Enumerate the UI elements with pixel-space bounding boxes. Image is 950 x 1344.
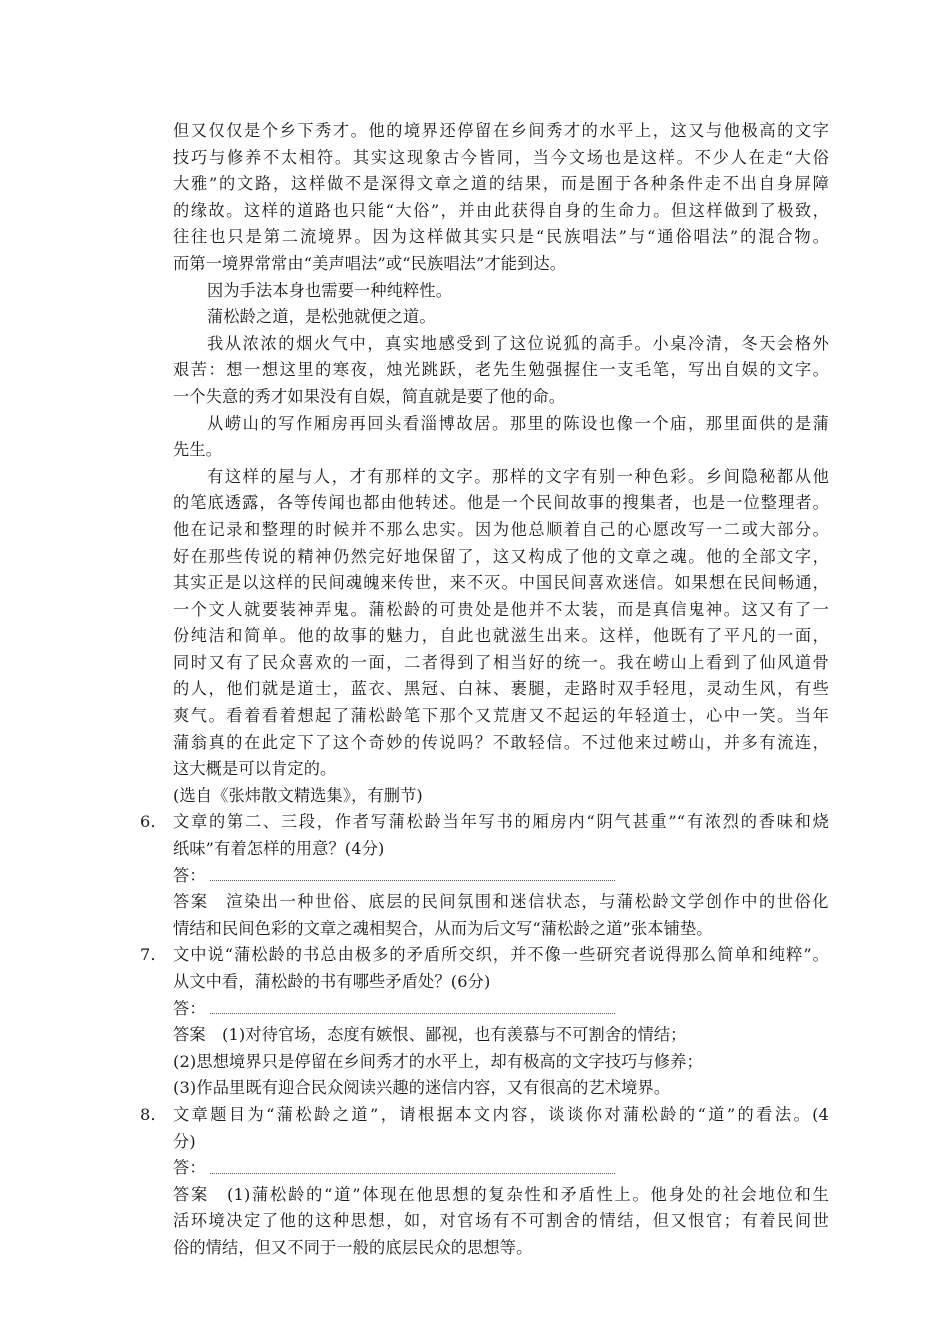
answer-blank-line[interactable] xyxy=(210,1172,615,1174)
text-line: 技巧与修养不太相符。其实这现象古今皆同，当今文场也是这样。不少人在走“大俗 xyxy=(173,147,829,167)
question-text-line: 纸味”有着怎样的用意？(4分) xyxy=(173,839,385,859)
question-text-line: 文章题目为“蒲松龄之道”，请根据本文内容，谈谈你对蒲松龄的“道”的看法。(4 xyxy=(173,1104,829,1124)
text-line: 有这样的屋与人，才有那样的文字。那样的文字有别一种色彩。乡间隐秘都从他 xyxy=(207,466,829,486)
question-7 xyxy=(140,942,829,1102)
answer-blank-line[interactable] xyxy=(210,1012,615,1014)
answer-text-line: 答案 (1)对待官场，态度有嫉恨、鄙视，也有羡慕与不可割舍的情结； xyxy=(173,1025,687,1045)
question-number: 7． xyxy=(140,945,167,965)
text-line: 份纯洁和简单。他的故事的魅力，自此也就滋生出来。这样，他既有了平凡的一面， xyxy=(173,626,829,646)
passage-paragraph-4 xyxy=(173,331,829,411)
passage-paragraph-5 xyxy=(173,411,829,464)
text-line: 而第一境界常常由“美声唱法”或“民族唱法”才能到达。 xyxy=(173,253,567,273)
question-text-line: 文中说“蒲松龄的书总由极多的矛盾所交织，并不像一些研究者说得那么简单和纯粹”。 xyxy=(173,945,829,965)
text-line: 的人，他们就是道士，蓝衣、黑冠、白袜、裹腿，走路时双手轻甩，灵动生风，有些 xyxy=(173,679,829,699)
document-page xyxy=(140,118,829,1262)
answer-text-line: (3)作品里既有迎合民众阅读兴趣的迷信内容，又有很高的艺术境界。 xyxy=(173,1078,671,1098)
text-line: 一个文人就要装神弄鬼。蒲松龄的可贵处是他并不太装，而是真信鬼神。这又有了一 xyxy=(173,599,829,619)
text-line: 从崂山的写作厢房再回头看淄博故居。那里的陈设也像一个庙，那里面供的是蒲 xyxy=(207,413,829,433)
text-line: 先生。 xyxy=(173,440,223,460)
text-line: 同时又有了民众喜欢的一面，二者得到了相当好的统一。我在崂山上看到了仙风道骨 xyxy=(173,652,829,672)
text-line: 好在那些传说的精神仍然完好地保留了，这又构成了他的文章之魂。他的全部文字， xyxy=(173,546,829,566)
text-line: 他在记录和整理的时候并不那么忠实。因为他总顺着自己的心愿改写一二或大部分。 xyxy=(173,519,829,539)
passage-paragraph-3: 蒲松龄之道，是松弛就便之道。 xyxy=(207,307,436,327)
question-6 xyxy=(140,809,829,942)
question-number: 6． xyxy=(140,812,167,832)
text-line: 艰苦：想一想这里的寒夜，烛光跳跃，老先生勉强握住一支毛笔，写出自娱的文字。 xyxy=(173,360,829,380)
text-line: 我从浓浓的烟火气中，真实地感受到了这位说狐的高手。小桌冷清，冬天会格外 xyxy=(207,333,829,353)
answer-text-line: 情结和民间色彩的文章之魂相契合，从而为后文写“蒲松龄之道”张本铺垫。 xyxy=(173,918,713,938)
text-line: 爽气。看着看着想起了蒲松龄笔下那个又荒唐又不起运的年轻道士，心中一笑。当年 xyxy=(173,706,829,726)
passage-source: (选自《张炜散文精选集》，有删节) xyxy=(173,785,423,805)
question-8 xyxy=(140,1102,829,1262)
text-line: 的笔底透露，各等传闻也都由他转述。他是一个民间故事的搜集者，也是一位整理者。 xyxy=(173,493,829,513)
answer-field[interactable] xyxy=(173,996,829,1023)
passage-paragraph-1 xyxy=(173,118,829,278)
answer-label: 答： xyxy=(173,865,206,885)
answer-field[interactable] xyxy=(173,1155,829,1182)
question-text-line: 文章的第二、三段，作者写蒲松龄当年写书的厢房内“阴气甚重”“有浓烈的香味和烧 xyxy=(173,812,829,832)
text-line: 蒲翁真的在此定下了这个奇妙的传说吗？不敢轻信。不过他来过崂山，并多有流连， xyxy=(173,732,829,752)
question-text-line: 从文中看，蒲松龄的书有哪些矛盾处？(6分) xyxy=(173,972,491,991)
question-text-line: 分) xyxy=(173,1131,196,1151)
answer-label: 答： xyxy=(173,1158,206,1178)
text-line: 的缘故。这样的道路也只能“大俗”，并由此获得自身的生命力。但这样做到了极致， xyxy=(173,200,829,220)
answer-text-line: 俗的情结，但又不同于一般的底层民众的思想等。 xyxy=(173,1237,533,1257)
answer-text-line: 活环境决定了他的这种思想，如，对官场有不可割舍的情结，但又恨官；有着民间世 xyxy=(173,1211,829,1231)
answer-field[interactable] xyxy=(173,863,829,890)
answer-text-line: 答案 (1)蒲松龄的“道”体现在他思想的复杂性和矛盾性上。他身处的社会地位和生 xyxy=(173,1184,829,1204)
text-line: 这大概是可以肯定的。 xyxy=(173,759,337,779)
answer-text-line: 答案 渲染出一种世俗、底层的民间氛围和迷信状态，与蒲松龄文学创作中的世俗化 xyxy=(173,892,829,912)
answer-label: 答： xyxy=(173,998,206,1018)
passage-paragraph-2: 因为手法本身也需要一种纯粹性。 xyxy=(207,280,453,300)
text-line: 一个失意的秀才如果没有自娱，简直就是要了他的命。 xyxy=(173,386,566,406)
text-line: 大雅”的文路，这样做不是深得文章之道的结果，而是囿于各种条件走不出自身屏障 xyxy=(173,174,829,194)
text-line: 往往也只是第二流境界。因为这样做其实只是“民族唱法”与“通俗唱法”的混合物。 xyxy=(173,227,829,247)
answer-blank-line[interactable] xyxy=(210,879,615,881)
answer-text-line: (2)思想境界只是停留在乡间秀才的水平上，却有极高的文字技巧与修养； xyxy=(173,1051,703,1071)
question-number: 8． xyxy=(140,1104,167,1124)
text-line: 但又仅仅是个乡下秀才。他的境界还停留在乡间秀才的水平上，这又与他极高的文字 xyxy=(173,121,829,140)
passage-paragraph-6 xyxy=(173,464,829,783)
text-line: 其实正是以这样的民间魂魄来传世，来不灭。中国民间喜欢迷信。如果想在民间畅通， xyxy=(173,573,829,593)
